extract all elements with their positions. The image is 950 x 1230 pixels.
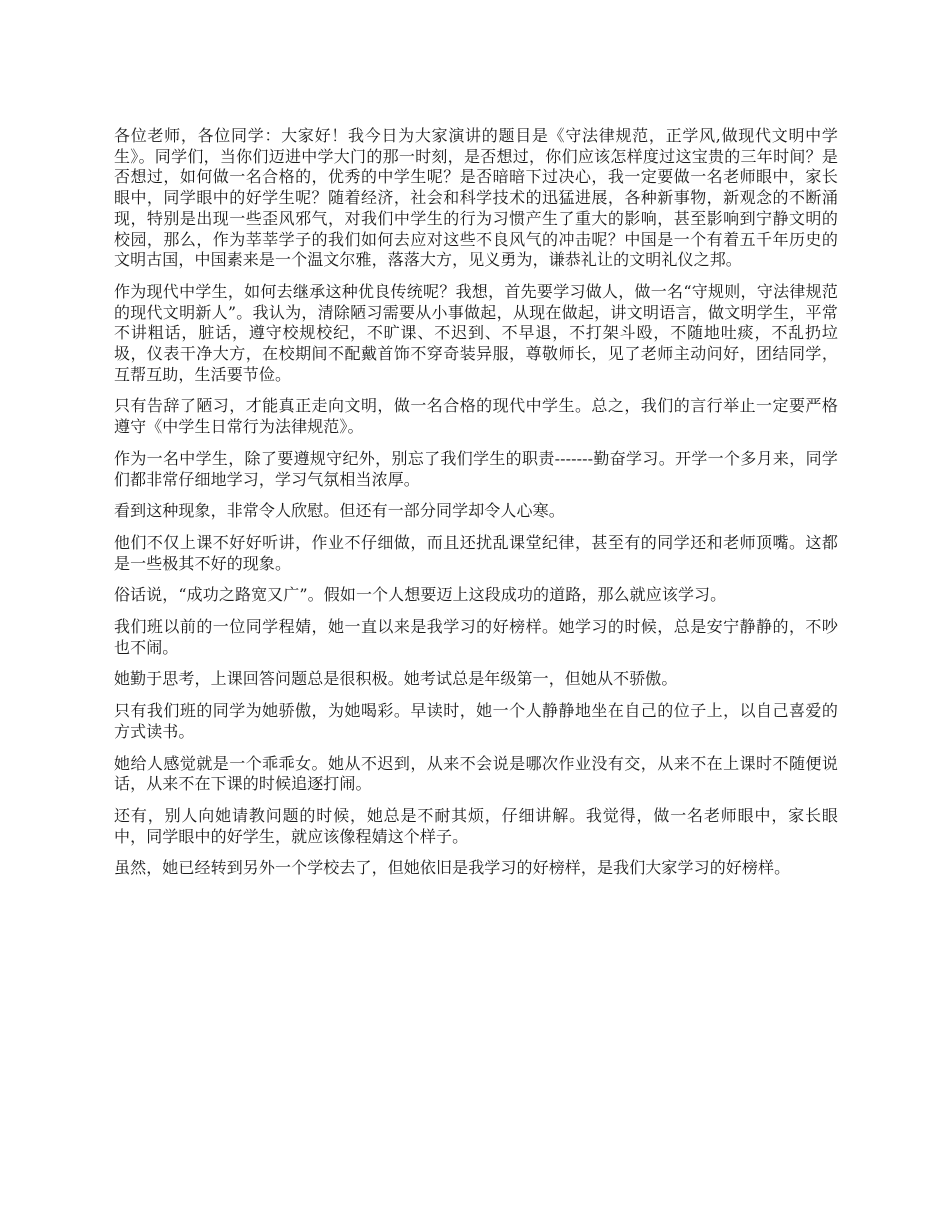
- paragraph: 我们班以前的一位同学程婧，她一直以来是我学习的好榜样。她学习的时候，总是安宁静静的，不吵也不闹。: [114, 617, 838, 657]
- paragraph: 还有，别人向她请教问题的时候，她总是不耐其烦，仔细讲解。我觉得，做一名老师眼中，家长眼中，同学眼中的好学生，就应该像程婧这个样子。: [114, 805, 838, 846]
- paragraph: 虽然，她已经转到另外一个学校去了，但她依旧是我学习的好榜样，是我们大家学习的好榜样。: [114, 858, 791, 878]
- paragraph: 各位老师，各位同学：大家好！我今日为大家演讲的题目是《守法律规范，正学风,做现代文明中学生》。同学们，当你们迈进中学大门的那一时刻，是否想过，你们应该怎样度过这宝贵的三年时间？是否想过，如何做一名合格的，优秀的中学生呢？是否暗暗下过决心，我一定要做一名老师眼中，家长眼中，同学眼中的好学生呢？随着经济，社会和科学技术的迅猛进展，各种新事物，新观念的不断涌现，特别是出现一些歪风邪气，对我们中学生的行为习惯产生了重大的影响，甚至影响到宁静文明的校园，那么，作为莘莘学子的我们如何去应对这些不良风气的冲击呢？中国是一个有着五千年历史的文明古国，中国素来是一个温文尔雅，落落大方，见义勇为，谦恭礼让的文明礼仪之邦。: [114, 126, 838, 270]
- paragraph: 她给人感觉就是一个乖乖女。她从不迟到，从来不会说是哪次作业没有交，从来不在上课时不随便说话，从来不在下课的时候追逐打闹。: [114, 753, 838, 794]
- document-body: [114, 126, 838, 890]
- paragraph: 只有我们班的同学为她骄傲，为她喝彩。早读时，她一个人静静地坐在自己的位子上，以自己喜爱的方式读书。: [114, 701, 838, 741]
- paragraph: 俗话说，“成功之路宽又广”。假如一个人想要迈上这段成功的道路，那么就应该学习。: [114, 585, 727, 605]
- paragraph: 作为现代中学生，如何去继承这种优良传统呢？我想，首先要学习做人，做一名“守规则，守法律规范的现代文明新人”。我认为，清除陋习需要从小事做起，从现在做起，讲文明语言，做文明学生，平常不讲粗话，脏话，遵守校规校纪，不旷课、不迟到、不早退，不打架斗殴，不随地吐痰，不乱扔垃圾，仪表干净大方，在校期间不配戴首饰不穿奇装异服，尊敬师长，见了老师主动问好，团结同学，互帮互助，生活要节俭。: [114, 281, 838, 384]
- paragraph: 她勤于思考，上课回答问题总是很积极。她考试总是年级第一，但她从不骄傲。: [114, 669, 678, 689]
- paragraph: 看到这种现象，非常令人欣慰。但还有一部分同学却令人心寒。: [114, 501, 565, 521]
- paragraph: 他们不仅上课不好好听讲，作业不仔细做，而且还扰乱课堂纪律，甚至有的同学还和老师顶嘴。这都是一些极其不好的现象。: [114, 532, 838, 573]
- paragraph: 只有告辞了陋习，才能真正走向文明，做一名合格的现代中学生。总之，我们的言行举止一定要严格遵守《中学生日常行为法律规范》。: [114, 396, 838, 437]
- paragraph: 作为一名中学生，除了要遵规守纪外，别忘了我们学生的职责-------勤奋学习。开学一个多月来，同学们都非常仔细地学习，学习气氛相当浓厚。: [114, 448, 838, 489]
